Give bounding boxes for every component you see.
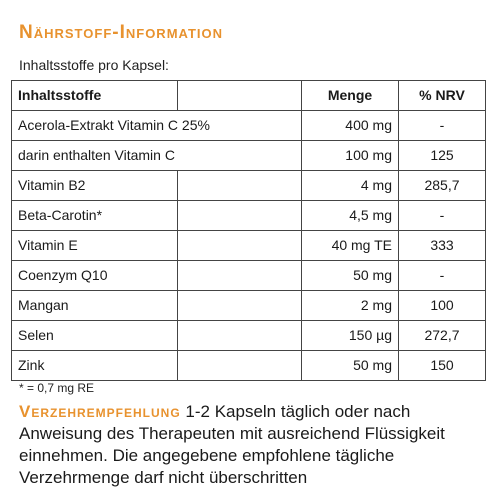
table-row — [12, 201, 486, 231]
table-row — [12, 111, 486, 141]
amount-cell: 50 mg — [302, 351, 399, 381]
ingredient-cell: Mangan — [12, 291, 178, 321]
empty-cell — [178, 291, 302, 321]
amount-cell: 150 µg — [302, 321, 399, 351]
table-row — [12, 141, 486, 171]
ingredient-cell: Vitamin E — [12, 231, 178, 261]
nrv-cell: 100 — [399, 291, 486, 321]
footnote: * = 0,7 mg RE — [19, 381, 95, 395]
ingredient-cell: Coenzym Q10 — [12, 261, 178, 291]
table-row — [12, 261, 486, 291]
ingredient-cell: Beta-Carotin* — [12, 201, 178, 231]
nrv-cell: 333 — [399, 231, 486, 261]
empty-cell — [178, 351, 302, 381]
amount-cell: 4 mg — [302, 171, 399, 201]
empty-cell — [178, 171, 302, 201]
table-caption: Inhaltsstoffe pro Kapsel: — [19, 57, 169, 73]
nrv-cell: 125 — [399, 141, 486, 171]
ingredient-cell: Zink — [12, 351, 178, 381]
recommendation-text: 1-2 Kapseln täglich oder nach Anweisung des Therapeuten mit ausreichend Flüssigkeit einnehmen. Die angegebene empfohlene tägliche Verzehrmenge darf nicht überschritten — [19, 402, 445, 487]
nrv-cell: 285,7 — [399, 171, 486, 201]
header-amount: Menge — [302, 81, 399, 111]
amount-cell: 100 mg — [302, 141, 399, 171]
empty-cell — [178, 261, 302, 291]
table-row — [12, 231, 486, 261]
empty-cell — [178, 321, 302, 351]
header-nrv: % NRV — [399, 81, 486, 111]
header-ingredient: Inhaltsstoffe — [12, 81, 178, 111]
table-row — [12, 171, 486, 201]
amount-cell: 40 mg TE — [302, 231, 399, 261]
table-header-row — [12, 81, 486, 111]
section-title: Nährstoff-Information — [19, 22, 223, 43]
amount-cell: 4,5 mg — [302, 201, 399, 231]
amount-cell: 2 mg — [302, 291, 399, 321]
table-row — [12, 321, 486, 351]
empty-cell — [178, 201, 302, 231]
nrv-cell: - — [399, 261, 486, 291]
nrv-cell: - — [399, 201, 486, 231]
table-row — [12, 351, 486, 381]
nutrient-table — [11, 80, 486, 381]
amount-cell: 400 mg — [302, 111, 399, 141]
recommendation-heading: Verzehrempfehlung — [19, 402, 181, 421]
nrv-cell: 272,7 — [399, 321, 486, 351]
ingredient-cell: Vitamin B2 — [12, 171, 178, 201]
empty-cell — [178, 231, 302, 261]
table-row — [12, 291, 486, 321]
ingredient-cell: Acerola-Extrakt Vitamin C 25% — [12, 111, 302, 141]
ingredient-cell: Selen — [12, 321, 178, 351]
nrv-cell: 150 — [399, 351, 486, 381]
nrv-cell: - — [399, 111, 486, 141]
header-empty — [178, 81, 302, 111]
recommendation-paragraph — [19, 401, 489, 489]
ingredient-cell: darin enthalten Vitamin C — [12, 141, 302, 171]
amount-cell: 50 mg — [302, 261, 399, 291]
